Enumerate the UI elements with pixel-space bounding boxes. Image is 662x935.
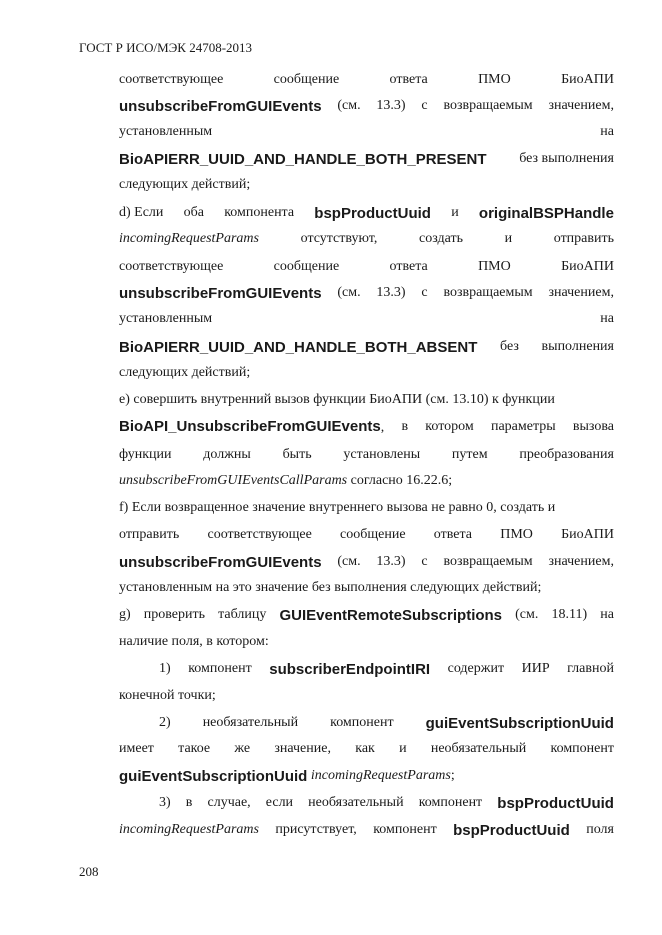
error-code: BioAPIERR_UUID_AND_HANDLE_BOTH_ABSENT xyxy=(119,338,478,356)
text-line: unsubscribeFromGUIEvents (см. 13.3) с возвращаемым значением, xyxy=(119,553,614,571)
text-line: guiEventSubscriptionUuid incomingRequestParams ; xyxy=(119,767,455,785)
text-line: BioAPIERR_UUID_AND_HANDLE_BOTH_PRESENT без выполнения xyxy=(119,150,614,168)
text-line: d) Если оба компонента bspProductUuid и originalBSPHandle xyxy=(119,204,614,222)
table-name: GUIEventRemoteSubscriptions xyxy=(279,606,503,624)
parameter-name: unsubscribeFromGUIEventsCallParams xyxy=(119,473,348,488)
text-line: следующих действий; xyxy=(119,365,251,380)
text-line: соответствующее сообщение ответа ПМО БиоАПИ xyxy=(119,259,614,274)
component-name: guiEventSubscriptionUuid xyxy=(119,767,308,785)
text-line: unsubscribeFromGUIEventsCallParams согласно 16.22.6; xyxy=(119,473,453,488)
text-line: установленным на xyxy=(119,124,614,139)
text-line: установленным на xyxy=(119,311,614,326)
text-line: функции должны быть установлены путем преобразования xyxy=(119,447,614,462)
text-line: 3) в случае, если необязательный компонент bspProductUuid xyxy=(159,794,614,812)
text-line: f) Если возвращенное значение внутреннего вызова не равно 0, создать и xyxy=(119,500,556,515)
component-name: guiEventSubscriptionUuid xyxy=(425,714,614,732)
running-header: ГОСТ Р ИСО/МЭК 24708-2013 xyxy=(79,40,253,55)
function-name: BioAPI_UnsubscribeFromGUIEvents xyxy=(119,418,381,435)
text-line: unsubscribeFromGUIEvents (см. 13.3) с возвращаемым значением, xyxy=(119,97,614,115)
text-line: g) проверить таблицу GUIEventRemoteSubscriptions (см. 18.11) на xyxy=(119,606,614,624)
text-line: e) совершить внутренний вызов функции БиоАПИ (см. 13.10) к функции xyxy=(119,392,555,407)
text-line: incomingRequestParams отсутствуют, создать и отправить xyxy=(119,231,614,246)
parameter-name: incomingRequestParams xyxy=(119,822,259,837)
component-name: bspProductUuid xyxy=(314,204,431,222)
text-line: наличие поля, в котором: xyxy=(119,634,269,649)
page-number: 208 xyxy=(79,864,99,879)
text-line: BioAPIERR_UUID_AND_HANDLE_BOTH_ABSENT без выполнения xyxy=(119,338,614,356)
text-line: соответствующее сообщение ответа ПМО БиоАПИ xyxy=(119,72,614,87)
parameter-name: incomingRequestParams xyxy=(310,768,451,783)
function-name: unsubscribeFromGUIEvents xyxy=(119,97,322,115)
text-line: имеет такое же значение, как и необязательный компонент xyxy=(119,741,614,756)
function-name: unsubscribeFromGUIEvents xyxy=(119,284,322,302)
component-name: originalBSPHandle xyxy=(478,204,614,222)
text-line: следующих действий; xyxy=(119,177,251,192)
text-line: установленным на это значение без выполнения следующих действий; xyxy=(119,580,542,595)
text-line: unsubscribeFromGUIEvents (см. 13.3) с возвращаемым значением, xyxy=(119,284,614,302)
text-line: BioAPI_UnsubscribeFromGUIEvents, в котором параметры вызова xyxy=(119,418,614,435)
parameter-name: incomingRequestParams xyxy=(119,231,259,246)
function-name: unsubscribeFromGUIEvents xyxy=(119,553,322,571)
text-line: отправить соответствующее сообщение ответа ПМО БиоАПИ xyxy=(119,527,614,542)
text-line: incomingRequestParams присутствует, компонент bspProductUuid поля xyxy=(119,821,614,839)
component-name: bspProductUuid xyxy=(453,821,570,839)
component-name: subscriberEndpointIRI xyxy=(269,660,431,678)
component-name: bspProductUuid xyxy=(497,794,614,812)
text-line: 1) компонент subscriberEndpointIRI содержит ИИР главной xyxy=(159,660,614,678)
text-line: 2) необязательный компонент guiEventSubscriptionUuid xyxy=(159,714,614,732)
error-code: BioAPIERR_UUID_AND_HANDLE_BOTH_PRESENT xyxy=(119,150,487,168)
text-line: конечной точки; xyxy=(119,688,216,703)
